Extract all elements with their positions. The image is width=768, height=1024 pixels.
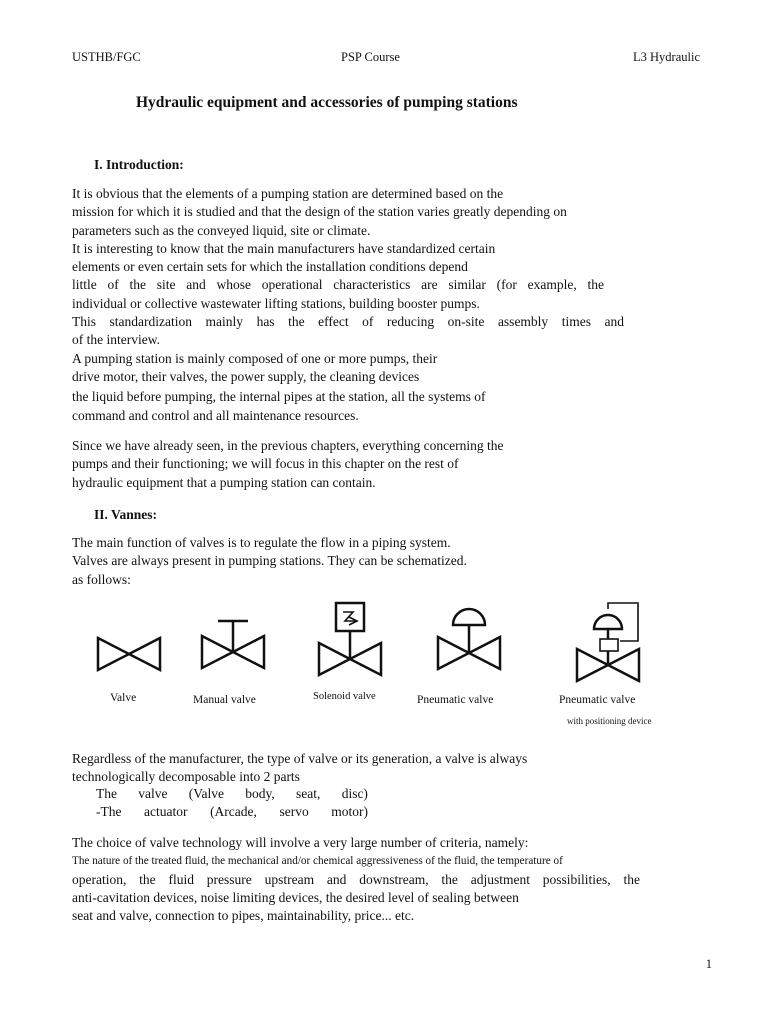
text-line: This standardization mainly has the effect of reducing on-site assembly times and (72, 314, 624, 330)
text-line: parameters such as the conveyed liquid, site or climate. (72, 222, 371, 238)
valves-paragraph-1 (72, 534, 638, 589)
pneumatic-valve-positioner-icon (574, 601, 646, 685)
word: (Valve (188, 786, 225, 801)
word: -The (96, 804, 122, 819)
valves-paragraph-3 (72, 834, 638, 925)
text-line: It is obvious that the elements of a pumping station are determined based on the (72, 186, 504, 201)
text-line: elements or even certain sets for which the installation conditions depend (72, 259, 468, 275)
pneumatic-valve-label: Pneumatic valve (417, 694, 494, 706)
pneumatic-valve-icon (436, 607, 502, 671)
text-line: Valves are always present in pumping stations. They can be schematized. (72, 553, 467, 569)
text-line: of the interview. (72, 332, 160, 348)
intro-paragraph-1 (72, 185, 638, 425)
text-line: It is interesting to know that the main manufacturers have standardized certain (72, 240, 496, 256)
text-line: individual or collective wastewater lifting stations, building booster pumps. (72, 295, 480, 311)
text-line: The main function of valves is to regulate the flow in a piping system. (72, 535, 451, 550)
text-line: Since we have already seen, in the previous chapters, everything concerning the (72, 438, 504, 453)
valve-icon (96, 636, 162, 672)
manual-valve-label: Manual valve (193, 694, 256, 706)
page-title: Hydraulic equipment and accessories of pumping stations (136, 94, 518, 111)
word: disc) (341, 786, 368, 801)
text-line: command and control and all maintenance resources. (72, 407, 359, 423)
page-number: 1 (705, 957, 712, 971)
word: motor) (331, 804, 368, 819)
text-line: technologically decomposable into 2 parts (72, 769, 300, 785)
text-line: The choice of valve technology will involve a very large number of criteria, namely: (72, 835, 529, 850)
text-line: drive motor, their valves, the power supply, the cleaning devices (72, 368, 420, 384)
text-line: mission for which it is studied and that the design of the station varies greatly depending on (72, 204, 567, 220)
manual-valve-icon (200, 618, 266, 670)
pneumatic-positioner-label: Pneumatic valve (559, 694, 636, 706)
valve-parts-line (96, 786, 368, 802)
actuator-parts-line (96, 804, 368, 820)
text-line: pumps and their functioning; we will focus in this chapter on the rest of (72, 456, 459, 472)
section-heading-introduction: I. Introduction: (94, 157, 184, 172)
word: body, (245, 786, 275, 801)
word: actuator (144, 804, 188, 819)
pneumatic-positioner-sublabel: with positioning device (567, 716, 652, 726)
valve-label: Valve (110, 692, 137, 704)
intro-paragraph-2 (72, 437, 638, 492)
text-line: as follows: (72, 571, 131, 587)
word: valve (138, 786, 168, 801)
word: seat, (296, 786, 321, 801)
text-line: little of the site and whose operational characteristics are similar (for example, the (72, 277, 604, 293)
header-center: PSP Course (341, 50, 400, 64)
text-line: anti-cavitation devices, noise limiting devices, the desired level of sealing between (72, 889, 519, 905)
text-line: hydraulic equipment that a pumping station can contain. (72, 474, 376, 490)
header-right: L3 Hydraulic (633, 50, 700, 64)
text-line: The nature of the treated fluid, the mechanical and/or chemical aggressiveness of the fluid, the temperature of (72, 855, 563, 868)
solenoid-valve-icon (316, 601, 384, 677)
word: (Arcade, (210, 804, 257, 819)
word: The (96, 786, 117, 801)
word: servo (279, 804, 309, 819)
solenoid-valve-label: Solenoid valve (313, 691, 376, 702)
section-heading-valves: II. Vannes: (94, 507, 158, 522)
header-left: USTHB/FGC (72, 50, 141, 64)
text-line: Regardless of the manufacturer, the type of valve or its generation, a valve is always (72, 751, 528, 766)
text-line: operation, the fluid pressure upstream and downstream, the adjustment possibilities, the (72, 871, 640, 887)
text-line: seat and valve, connection to pipes, maintainability, price... etc. (72, 908, 415, 924)
text-line: the liquid before pumping, the internal pipes at the station, all the systems of (72, 389, 486, 405)
text-line: A pumping station is mainly composed of one or more pumps, their (72, 350, 438, 366)
valves-paragraph-2 (72, 750, 638, 787)
